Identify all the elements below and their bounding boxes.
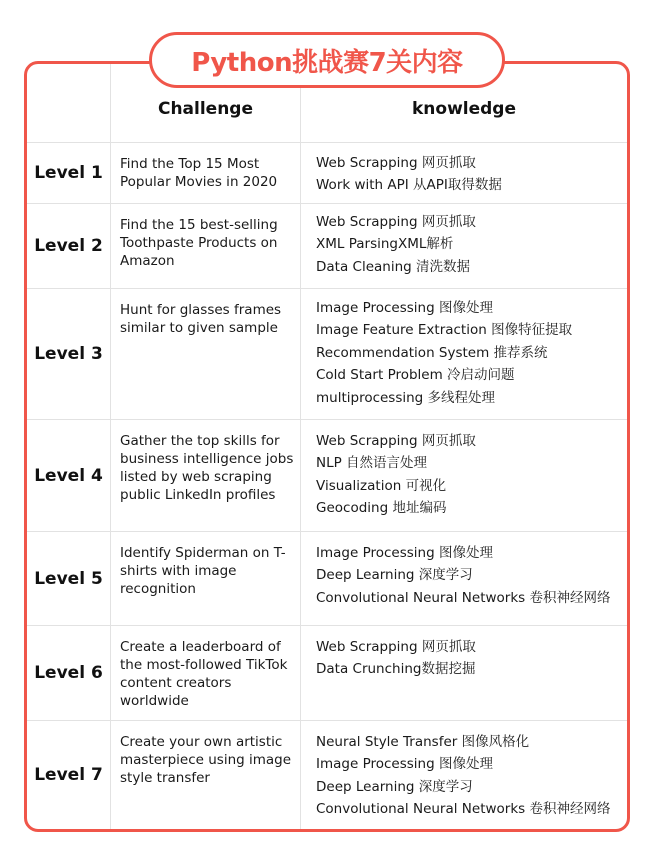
column-divider bbox=[110, 64, 111, 829]
knowledge-item: Image Processing 图像处理 bbox=[316, 300, 493, 316]
knowledge-item: Data Cleaning 清洗数据 bbox=[316, 258, 471, 275]
knowledge-item: Geocoding 地址编码 bbox=[316, 500, 447, 517]
knowledge-item: Work with API 从API取得数据 bbox=[316, 177, 502, 194]
knowledge-list bbox=[316, 152, 627, 197]
knowledge-list bbox=[316, 542, 627, 609]
knowledge-item: Web Scrapping 网页抓取 bbox=[316, 155, 476, 171]
knowledge-item: Visualization 可视化 bbox=[316, 477, 447, 494]
header-challenge: Challenge bbox=[157, 99, 254, 119]
knowledge-item: Web Scrapping 网页抓取 bbox=[316, 214, 476, 230]
table-row bbox=[27, 289, 627, 420]
knowledge-item: Web Scrapping 网页抓取 bbox=[316, 433, 476, 449]
challenge-text: Gather the top skills for business intelligence jobs listed by web scraping public LinkedIn profiles bbox=[120, 433, 294, 503]
knowledge-item: Data Crunching数据挖掘 bbox=[316, 661, 476, 678]
level-label: Level 1 bbox=[34, 163, 103, 183]
knowledge-list bbox=[316, 636, 627, 681]
table-row bbox=[27, 626, 627, 721]
knowledge-item: XML ParsingXML解析 bbox=[316, 236, 454, 253]
table-row bbox=[27, 204, 627, 289]
level-label: Level 7 bbox=[34, 765, 103, 785]
knowledge-item: Web Scrapping 网页抓取 bbox=[316, 639, 476, 655]
challenge-text: Find the 15 best-selling Toothpaste Products on Amazon bbox=[120, 217, 278, 269]
knowledge-list bbox=[316, 297, 627, 409]
level-label: Level 5 bbox=[34, 568, 103, 589]
challenge-table bbox=[27, 64, 627, 829]
table-row bbox=[27, 420, 627, 532]
knowledge-item: Image Feature Extraction 图像特征提取 bbox=[316, 322, 573, 339]
table-row bbox=[27, 143, 627, 204]
knowledge-item: NLP 自然语言处理 bbox=[316, 455, 428, 472]
level-label: Level 2 bbox=[34, 236, 103, 256]
knowledge-item: Cold Start Problem 冷启动问题 bbox=[316, 367, 515, 384]
knowledge-item: Deep Learning 深度学习 bbox=[316, 778, 473, 795]
knowledge-item: Convolutional Neural Networks 卷积神经网络 bbox=[316, 589, 611, 606]
knowledge-list bbox=[316, 211, 627, 278]
page-title: Python挑战赛7关内容 bbox=[191, 47, 463, 78]
header-knowledge: knowledge bbox=[411, 99, 517, 119]
table-row bbox=[27, 532, 627, 626]
challenge-text: Identify Spiderman on T-shirts with image recognition bbox=[120, 545, 286, 597]
knowledge-list bbox=[316, 430, 627, 520]
challenge-table-frame bbox=[24, 61, 630, 832]
knowledge-list bbox=[316, 731, 627, 821]
level-label: Level 3 bbox=[34, 344, 103, 364]
level-label: Level 4 bbox=[34, 465, 103, 486]
knowledge-item: multiprocessing 多线程处理 bbox=[316, 389, 496, 406]
title-badge bbox=[149, 32, 505, 88]
knowledge-item: Recommendation System 推荐系统 bbox=[316, 344, 548, 361]
knowledge-item: Image Processing 图像处理 bbox=[316, 545, 493, 561]
knowledge-item: Image Processing 图像处理 bbox=[316, 756, 493, 773]
table-row bbox=[27, 721, 627, 829]
challenge-text: Create a leaderboard of the most-followed TikTok content creators worldwide bbox=[120, 639, 288, 709]
column-divider bbox=[300, 64, 301, 829]
challenge-text: Hunt for glasses frames similar to given sample bbox=[120, 302, 282, 336]
header-level-cell bbox=[27, 64, 110, 142]
level-label: Level 6 bbox=[34, 663, 103, 683]
knowledge-item: Neural Style Transfer 图像风格化 bbox=[316, 734, 530, 750]
knowledge-item: Deep Learning 深度学习 bbox=[316, 567, 473, 584]
knowledge-item: Convolutional Neural Networks 卷积神经网络 bbox=[316, 801, 611, 818]
challenge-text: Find the Top 15 Most Popular Movies in 2020 bbox=[120, 156, 278, 190]
challenge-text: Create your own artistic masterpiece using image style transfer bbox=[120, 734, 292, 786]
